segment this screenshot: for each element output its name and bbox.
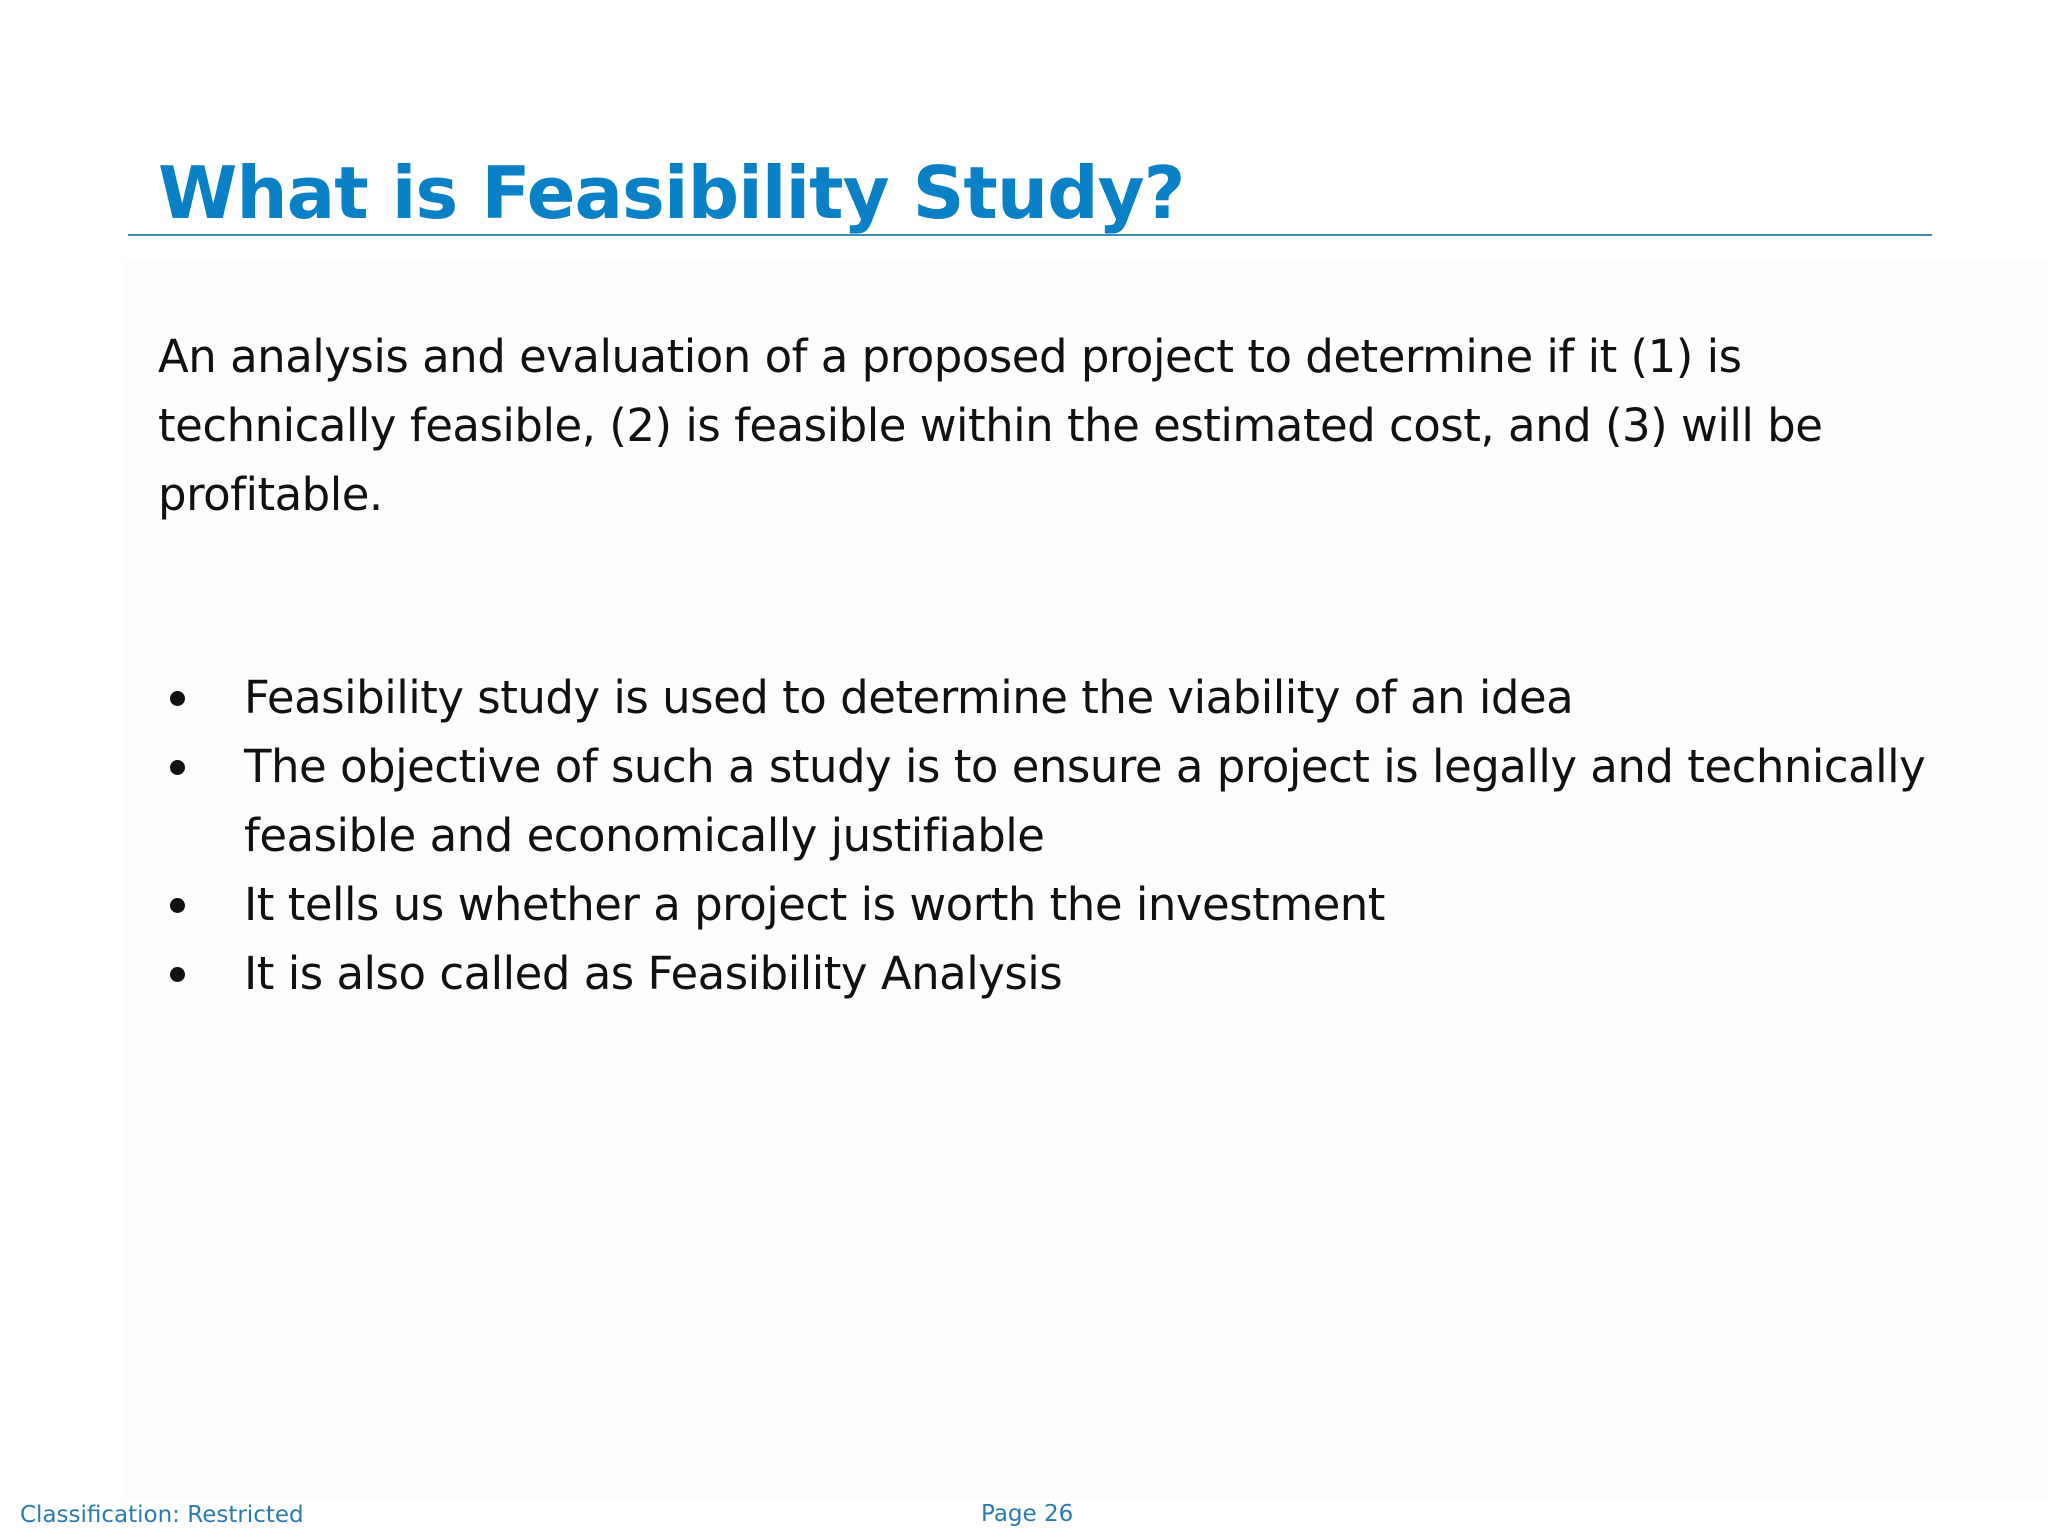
bullet-icon <box>170 898 185 913</box>
footer-classification: Classification: Restricted <box>20 1502 304 1528</box>
bullet-text: It is also called as Feasibility Analysis <box>244 947 1063 1000</box>
bullet-text: It tells us whether a project is worth the investment <box>244 878 1385 931</box>
bullet-icon <box>170 691 185 706</box>
bullet-item <box>158 870 1958 939</box>
slide-title: What is Feasibility Study? <box>158 151 1185 235</box>
bullet-text: Feasibility study is used to determine the viability of an idea <box>244 671 1574 724</box>
bullet-item <box>158 663 1958 732</box>
page-number: Page 26 <box>981 1501 1074 1527</box>
definition-text: An analysis and evaluation of a proposed project to determine if it (1) is technically feasible, (2) is feasible within the estimated cost, and (3) will be profitable. <box>158 330 1823 521</box>
bullet-text: The objective of such a study is to ensure a project is legally and technically feasible and economically justifiable <box>244 740 1926 862</box>
bullet-list <box>158 663 1958 1008</box>
bullet-item <box>158 732 1958 870</box>
title-divider <box>128 234 1932 236</box>
bullet-icon <box>170 760 185 775</box>
bullet-item <box>158 939 1958 1008</box>
bullet-icon <box>170 967 185 982</box>
